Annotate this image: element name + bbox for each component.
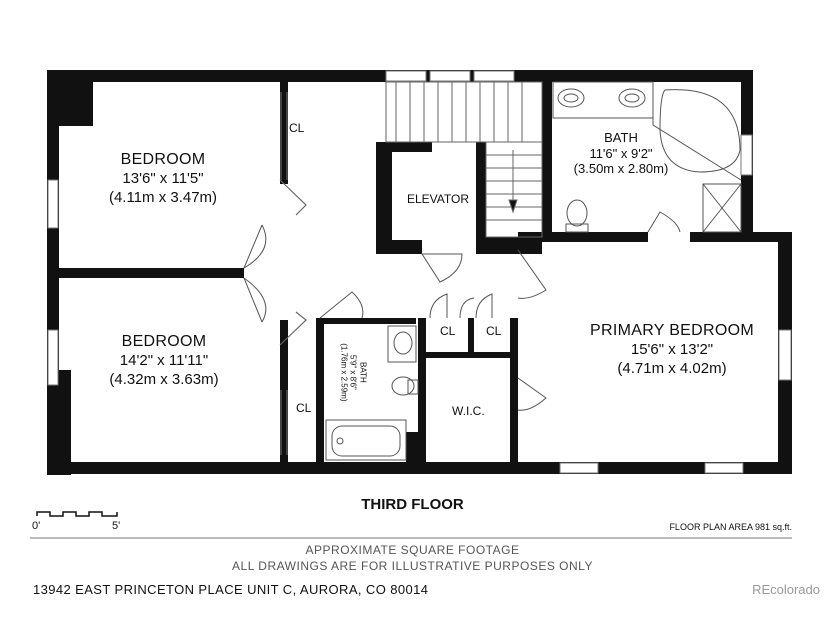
closet-label-2: CL (296, 401, 312, 415)
floor-title: THIRD FLOOR (361, 496, 464, 513)
primary-bath-label (556, 130, 686, 177)
wic-label: W.I.C. (452, 404, 485, 418)
staircase (386, 82, 542, 237)
bedroom-1-name: BEDROOM (120, 151, 206, 168)
bedroom-1-dim-m: (4.11m x 3.47m) (108, 188, 218, 206)
scale-start-label: 0' (32, 520, 41, 532)
bedroom-1-dim-ft: 13'6" x 11'5" (122, 170, 204, 187)
closet-label-4: CL (486, 324, 502, 338)
watermark: REcolorado (752, 582, 820, 597)
hall-bath-dim-ft: 5'9" x 8'6" (348, 354, 358, 390)
primary-bedroom-label (582, 321, 762, 379)
primary-bath-dim-m: (3.50m x 2.80m) (573, 161, 669, 177)
closet-label-1: CL (289, 121, 305, 135)
bedroom-2-label (84, 332, 244, 390)
bedroom-2-dim-m: (4.32m x 3.63m) (109, 370, 219, 388)
bedroom-2-name: BEDROOM (121, 333, 207, 350)
primary-bedroom-dim-ft: 15'6" x 13'2" (630, 341, 714, 358)
address: 13942 EAST PRINCETON PLACE UNIT C, AURORA, CO 80014 (33, 582, 429, 597)
primary-bedroom-name: PRIMARY BEDROOM (590, 322, 754, 339)
hall-bath-name: BATH (358, 362, 368, 383)
scale-end-label: 5' (112, 520, 121, 532)
elevator-label: ELEVATOR (407, 192, 470, 206)
primary-bath-dim-ft: 11'6" x 9'2" (589, 145, 653, 161)
hall-bath-dim-m: (1.76m x 2.59m) (339, 343, 349, 402)
primary-bath-name: BATH (604, 130, 638, 145)
bedroom-1-label (88, 150, 238, 208)
closet-label-3: CL (440, 324, 456, 338)
disclaimer-line-1: APPROXIMATE SQUARE FOOTAGE (305, 543, 520, 557)
primary-bedroom-dim-m: (4.71m x 4.02m) (617, 359, 727, 377)
hall-bath-label (339, 332, 368, 412)
floor-area: FLOOR PLAN AREA 981 sq.ft. (669, 522, 792, 532)
disclaimer-line-2: ALL DRAWINGS ARE FOR ILLUSTRATIVE PURPOSES ONLY (232, 559, 593, 573)
bedroom-2-dim-ft: 14'2" x 11'11" (119, 352, 209, 369)
